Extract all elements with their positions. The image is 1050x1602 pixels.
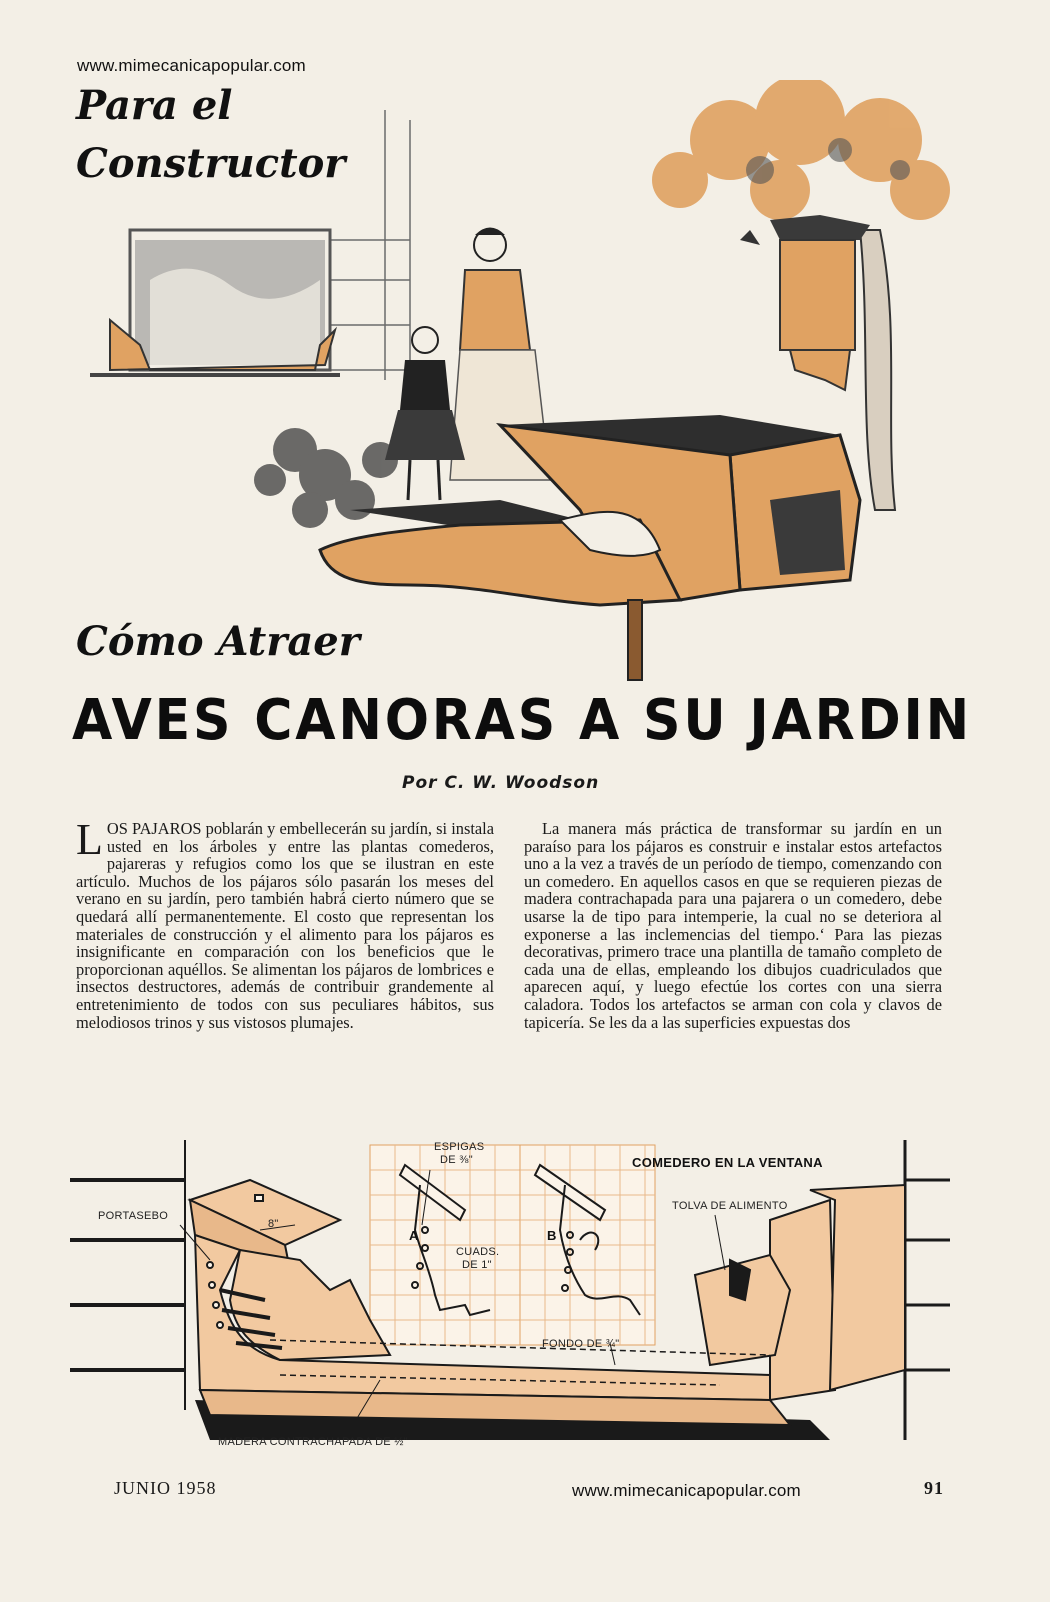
section-title-line2: Constructor — [76, 140, 346, 187]
body-text-1: OS PAJAROS poblarán y embellecerán su jardín, si instala usted en los árboles y entre las plantas comederos, pajareras y refugios como los que se ilustran en este artículo. Muchos de los pájaros sólo pasarán los meses del verano en su jardín, pero también habrá cierto número que se quedará allí permanentemente. El costo que representan los materiales de construcción y el alimento para los pájaros es insignificante en comparación con los beneficios que le proporcionan aquéllos. Se alimentan los pájaros de lombrices e insectos destructores, además de contribuir grandemente al entretenimiento de todos con sus peculiares hábitos, sus melodiosos trinos y sus vistosos plumajes. — [76, 819, 494, 1032]
label-portasebo: PORTASEBO — [98, 1210, 169, 1222]
diagram-title: COMEDERO EN LA VENTANA — [632, 1155, 823, 1170]
label-width: 8" — [268, 1218, 279, 1230]
body-column-2 — [524, 820, 942, 1031]
label-part-a: A — [409, 1228, 419, 1243]
feeder-diagram — [70, 1140, 960, 1460]
page-number: 91 — [924, 1478, 944, 1498]
site-url-footer[interactable]: www.mimecanicapopular.com — [572, 1481, 801, 1500]
label-part-b: B — [547, 1228, 557, 1243]
label-tolva: TOLVA DE ALIMENTO — [672, 1200, 788, 1212]
label-fondo: FONDO DE ¾" — [542, 1338, 620, 1350]
section-title-line1: Para el — [76, 82, 233, 129]
house-wall — [330, 110, 410, 380]
label-cuads-2: DE 1" — [462, 1259, 492, 1271]
footer-date: JUNIO 1958 — [114, 1478, 217, 1498]
body-column-1 — [76, 815, 494, 1032]
label-madera: MADERA CONTRACHAPADA DE ½" — [218, 1436, 408, 1448]
byline: Por C. W. Woodson — [402, 773, 600, 793]
birdhouse-illustration — [740, 215, 870, 390]
label-espigas-1: ESPIGAS — [434, 1141, 485, 1153]
siding-right — [905, 1140, 950, 1440]
label-cuads-1: CUADS. — [456, 1246, 500, 1258]
hero-illustration — [80, 80, 960, 690]
body-text-2: La manera más práctica de transformar su jardín en un paraíso para los pájaros es construir e instalar estos artefactos uno a la vez a través de un período de tiempo, comenzando con un comedero. En aquellos casos en que se requieren piezas de madera contrachapada para una pajarera o un comedero, debe usarse la de tipo para intemperie, la cual no se deteriora al exponerse a las inclemencias del tiempo.‘ Para las piezas decorativas, primero trace una plantilla de tamaño completo de cada una de ellas, empleando los dibujos cuadriculados que aparecen aquí, y luego efectúe los cortes con una sierra caladora. Todos los artefactos se arman con cola y clavos de tapicería. Se les da a las superficies expuestas dos — [524, 819, 942, 1032]
window-illustration — [90, 230, 340, 375]
site-url-header[interactable]: www.mimecanicapopular.com — [77, 56, 306, 75]
siding-left — [70, 1180, 185, 1370]
headline: AVES CANORAS A SU JARDIN — [72, 688, 973, 753]
kicker-title: Cómo Atraer — [76, 618, 360, 665]
drop-cap: L — [76, 815, 103, 864]
label-espigas-2: DE ⅜" — [440, 1154, 473, 1166]
